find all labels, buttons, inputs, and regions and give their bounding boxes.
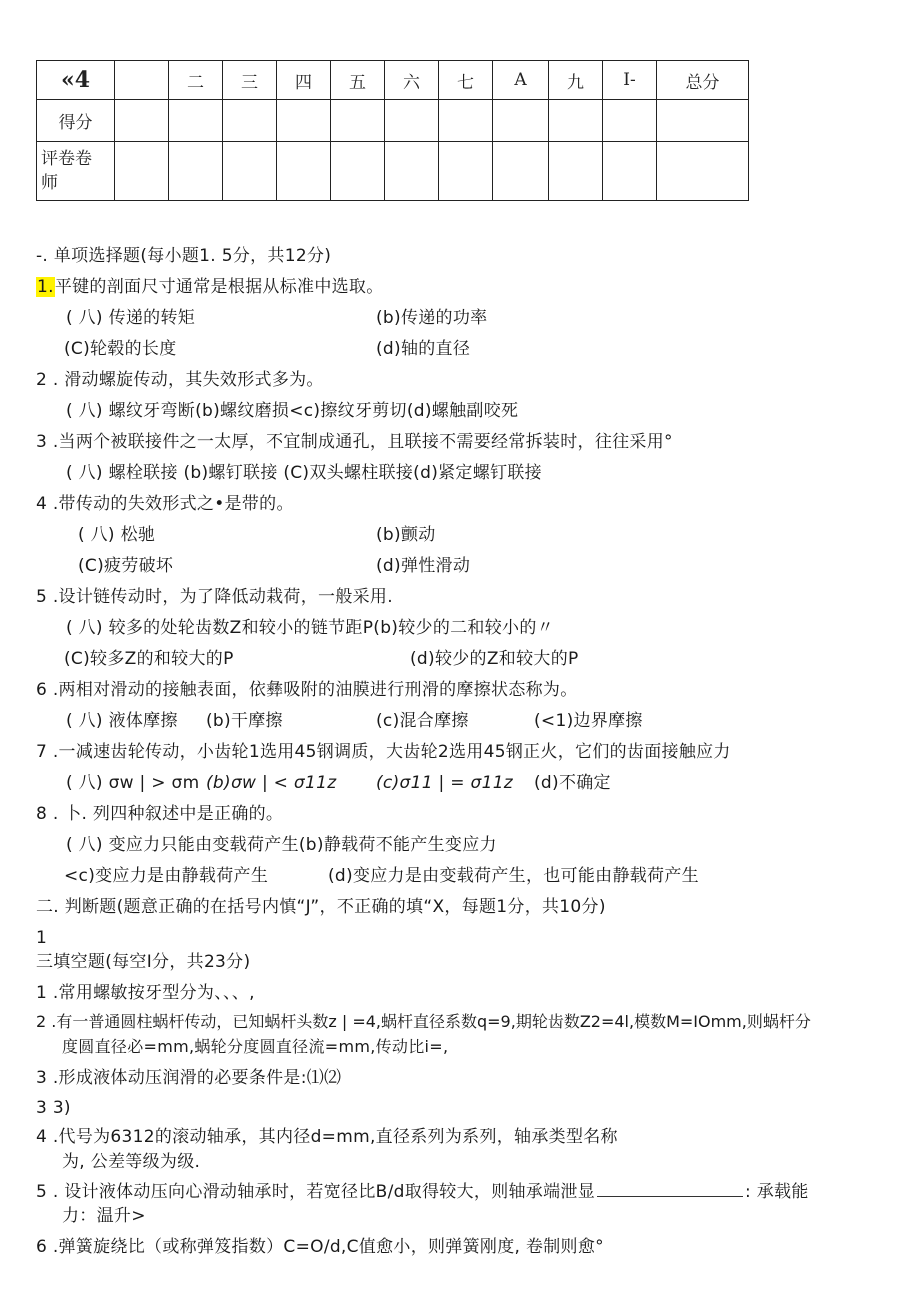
grader-label-line2: 师 xyxy=(41,173,58,193)
score-cell xyxy=(277,100,331,142)
fill-question-4-line1: 4 .代号为6312的滚动轴承，其内径d=mm,直径系列为系列，轴承类型名称 xyxy=(36,1127,618,1147)
question-1-number: 1. xyxy=(37,277,54,297)
section1-heading: -. 单项选择题(每小题1. 5分，共12分) xyxy=(36,246,332,266)
fill-question-4-line2: 为, 公差等级为级. xyxy=(62,1152,201,1172)
fill-question-1: 1 .常用螺敏按牙型分为、、、, xyxy=(36,983,255,1003)
section2-line-1: 1 xyxy=(36,928,48,948)
score-table xyxy=(36,60,749,201)
fill-question-3-line2: 3 3) xyxy=(36,1098,71,1118)
score-cell xyxy=(331,100,385,142)
fill-question-2-line2: 度圆直径必=mm,蜗轮分度圆直径流=mm,传动比i=, xyxy=(62,1037,449,1056)
grader-label-line1: 评卷卷 xyxy=(41,149,92,169)
q5-options-ab: ( 八) 较多的处轮齿数Z和较小的链节距P(b)较少的二和较小的〃 xyxy=(66,618,554,638)
grader-cell xyxy=(115,142,169,201)
section2-heading: 二. 判断题(题意正确的在括号内慎“J”，不正确的填“X，每题1分，共10分) xyxy=(36,897,606,917)
q3-options: ( 八) 螺栓联接 (b)螺钉联接 (C)双头螺柱联接(d)紧定螺钉联接 xyxy=(66,463,542,483)
grader-row xyxy=(37,142,749,201)
fill-question-5-line2: 力：温升> xyxy=(62,1206,146,1226)
q6-option-d: (<1)边界摩擦 xyxy=(534,711,643,731)
score-cell xyxy=(385,100,439,142)
q4-option-d: (d)弹性滑动 xyxy=(376,556,471,576)
score-cell xyxy=(115,100,169,142)
q5-option-c: (C)较多Z的和较大的P xyxy=(64,649,234,669)
question-8: 8 . 卜. 列四种叙述中是正确的。 xyxy=(36,804,284,824)
answer-blank[interactable] xyxy=(597,1180,743,1197)
question-1-text: 平键的剖面尺寸通常是根据从标准中选取。 xyxy=(54,277,384,297)
question-3: 3 .当两个被联接件之一太厚，不宜制成通孔，且联接不需要经常拆装时，往往采用° xyxy=(36,432,673,452)
grader-cell xyxy=(223,142,277,201)
table-header-cell: 总分 xyxy=(657,61,749,100)
q6-option-b: (b)干摩擦 xyxy=(206,711,283,731)
q1-option-a: ( 八) 传递的转矩 xyxy=(66,308,196,328)
table-header-cell: 三 xyxy=(223,61,277,100)
grader-cell xyxy=(169,142,223,201)
table-header-cell: 七 xyxy=(439,61,493,100)
q7-option-d: (d)不确定 xyxy=(534,773,611,793)
fill-question-2-line1: 2 .有一普通圆柱蜗杆传动，已知蜗杆头数z | =4,蜗杆直径系数q=9,期轮齿数Z2=4l,模数M=IOmm,则蜗杆分 xyxy=(36,1012,811,1031)
question-1 xyxy=(36,276,384,298)
table-header-cell: 二 xyxy=(169,61,223,100)
q4-option-a: ( 八) 松驰 xyxy=(78,525,156,545)
grader-row-label xyxy=(37,142,115,201)
question-2: 2 . 滑动螺旋传动，其失效形式多为。 xyxy=(36,370,324,390)
grader-cell xyxy=(493,142,549,201)
score-cell xyxy=(169,100,223,142)
table-header-cell: 六 xyxy=(385,61,439,100)
fill-question-5-text: 5 . 设计液体动压向心滑动轴承时，若宽径比B/d取得较大，则轴承端泄显 xyxy=(36,1182,596,1202)
table-header-cell: A xyxy=(493,61,549,100)
score-cell xyxy=(223,100,277,142)
q7-option-c: (c)σ11 | = σ11z xyxy=(376,773,514,793)
score-row xyxy=(37,100,749,142)
table-header-row xyxy=(37,61,749,100)
table-header-cell xyxy=(115,61,169,100)
score-cell xyxy=(657,100,749,142)
fill-question-3: 3 .形成液体动压润滑的必要条件是:⑴⑵ xyxy=(36,1068,342,1088)
fill-question-6: 6 .弹簧旋绕比（或称弹笈指数）C=O/d,C值愈小，则弹簧刚度, 卷制则愈° xyxy=(36,1237,604,1257)
fill-question-5-line1 xyxy=(36,1180,809,1203)
score-row-label: 得分 xyxy=(37,100,115,142)
q6-option-c: (c)混合摩擦 xyxy=(376,711,469,731)
grader-cell xyxy=(331,142,385,201)
q8-options-ab: ( 八) 变应力只能由变载荷产生(b)静载荷不能产生变应力 xyxy=(66,835,497,855)
q4-option-c: (C)疲劳破坏 xyxy=(78,556,174,576)
q4-option-b: (b)颤动 xyxy=(376,525,436,545)
q2-options: ( 八) 螺纹牙弯断(b)螺纹磨损<c)擦纹牙剪切(d)螺触副咬死 xyxy=(66,401,519,421)
table-header-cell: 四 xyxy=(277,61,331,100)
grader-cell xyxy=(277,142,331,201)
q1-option-d: (d)轴的直径 xyxy=(376,339,471,359)
table-header-cell: 五 xyxy=(331,61,385,100)
grader-cell xyxy=(549,142,603,201)
q8-option-c: <c)变应力是由静载荷产生 xyxy=(64,866,269,886)
question-7: 7 .一减速齿轮传动，小齿轮1选用45钢调质，大齿轮2选用45钢正火，它们的齿面接触应力 xyxy=(36,742,731,762)
score-cell xyxy=(493,100,549,142)
table-header-cell: «4 xyxy=(37,61,115,100)
grader-cell xyxy=(439,142,493,201)
question-5: 5 .设计链传动时，为了降低动栽荷，一般采用. xyxy=(36,587,393,607)
table-header-cell: I- xyxy=(603,61,657,100)
score-cell xyxy=(603,100,657,142)
table-header-cell: 九 xyxy=(549,61,603,100)
score-cell xyxy=(549,100,603,142)
score-cell xyxy=(439,100,493,142)
q7-option-b: (b)σw | < σ11z xyxy=(206,773,337,793)
q1-option-b: (b)传递的功率 xyxy=(376,308,488,328)
q5-option-d: (d)较少的Z和较大的P xyxy=(410,649,579,669)
grader-cell xyxy=(603,142,657,201)
q8-option-d: (d)变应力是由变载荷产生，也可能由静载荷产生 xyxy=(328,866,699,886)
q6-option-a: ( 八) 液体摩擦 xyxy=(66,711,178,731)
q7-option-a: ( 八) σw | > σm xyxy=(66,773,200,793)
section3-heading: 三填空题(每空I分，共23分) xyxy=(36,952,251,972)
fill-question-5-tail: : 承载能 xyxy=(745,1182,809,1202)
grader-cell xyxy=(385,142,439,201)
question-4: 4 .带传动的失效形式之•是带的。 xyxy=(36,494,294,514)
q1-option-c: (C)轮毂的长度 xyxy=(64,339,177,359)
grader-cell xyxy=(657,142,749,201)
question-6: 6 .两相对滑动的接触表面，依彝吸附的油膜进行刑滑的摩擦状态称为。 xyxy=(36,680,578,700)
